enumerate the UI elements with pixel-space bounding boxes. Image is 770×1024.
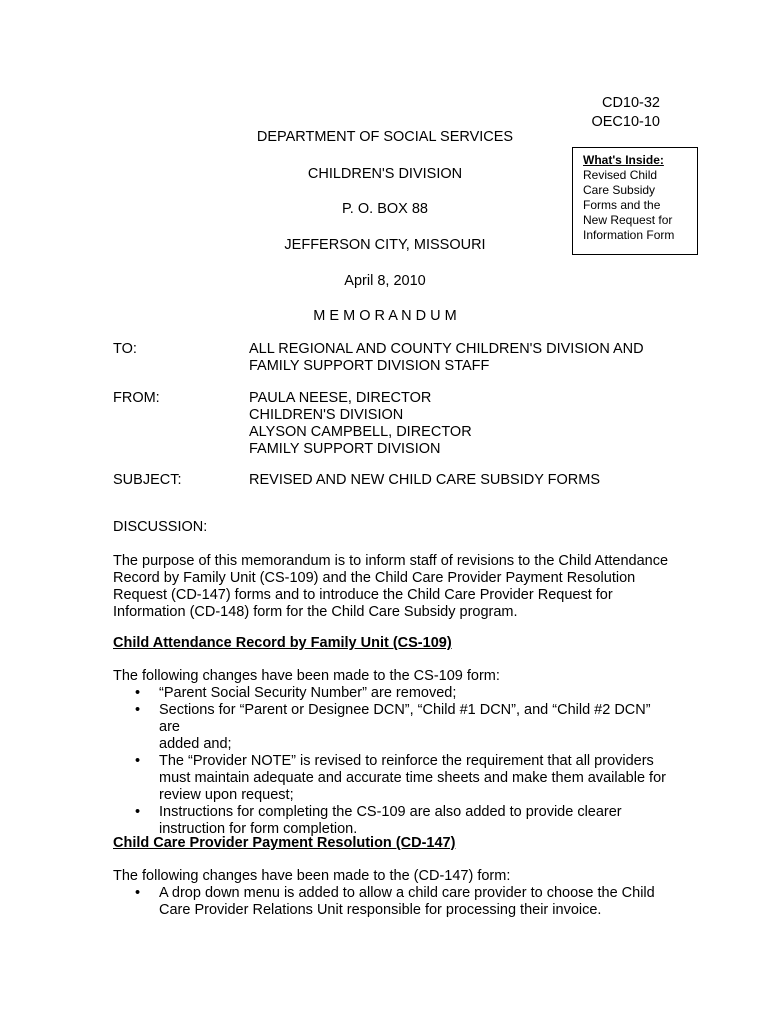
from-line: CHILDREN'S DIVISION [249,407,404,423]
whats-inside-line: Revised Child [583,168,658,182]
list-item-line: The “Provider NOTE” is revised to reinforce the requirement that all providers [159,753,654,769]
subject-label: SUBJECT: [113,472,182,488]
list-item-line: Sections for “Parent or Designee DCN”, “Child #1 DCN”, and “Child #2 DCN” are [159,702,651,735]
section-heading-cd147: Child Care Provider Payment Resolution (CD-147) [113,835,456,851]
memo-codes [570,94,660,132]
list-item-line: added and; [159,736,232,752]
to-line: FAMILY SUPPORT DIVISION STAFF [249,358,490,374]
list-item [113,753,673,804]
whats-inside-line: Care Subsidy [583,183,656,197]
list-item-line: must maintain adequate and accurate time sheets and make them available for [159,770,666,786]
section-intro-cs109: The following changes have been made to the CS-109 form: [113,668,500,684]
bullet-icon: • [135,885,141,901]
from-label: FROM: [113,390,160,406]
bullet-icon: • [135,685,141,701]
bullet-icon: • [135,753,141,769]
section-intro-cd147: The following changes have been made to the (CD-147) form: [113,868,511,884]
list-item [113,804,673,838]
memo-date: April 8, 2010 [344,273,426,289]
section-heading-cs109: Child Attendance Record by Family Unit (CS-109) [113,635,452,651]
list-item-line: review upon request; [159,787,294,803]
list-item-line: instruction for form completion. [159,821,358,837]
bullet-icon: • [135,702,141,718]
list-item [113,685,673,702]
to-label: TO: [113,341,137,357]
list-item-line: A drop down menu is added to allow a child care provider to choose the Child [159,885,655,901]
list-item [113,885,673,919]
list-item-line: Instructions for completing the CS-109 are also added to provide clearer [159,804,622,820]
list-item-line: Care Provider Relations Unit responsible for processing their invoice. [159,902,602,918]
city: JEFFERSON CITY, MISSOURI [284,237,486,253]
memo-code: CD10-32 [601,95,660,111]
from-line: PAULA NEESE, DIRECTOR [249,390,432,406]
po-box: P. O. BOX 88 [342,201,428,217]
whats-inside-title: What's Inside: [583,153,664,167]
list-item-line: “Parent Social Security Number” are removed; [159,685,457,701]
from-senders [249,390,472,458]
discussion-label: DISCUSSION: [113,519,208,535]
discussion-line: Record by Family Unit (CS-109) and the Child Care Provider Payment Resolution [113,570,636,586]
from-line: FAMILY SUPPORT DIVISION [249,441,441,457]
discussion-paragraph [113,553,668,621]
to-recipients [249,341,644,375]
memo-heading: M E M O R A N D U M [313,308,457,324]
department-title: DEPARTMENT OF SOCIAL SERVICES [256,129,514,145]
to-line: ALL REGIONAL AND COUNTY CHILDREN'S DIVISION AND [249,341,644,357]
bullet-list-cd147 [113,885,673,919]
whats-inside-line: Information Form [583,228,675,242]
list-item [113,702,673,753]
discussion-line: Information (CD-148) form for the Child Care Subsidy program. [113,604,518,620]
division-name: CHILDREN'S DIVISION [307,166,463,182]
discussion-line: The purpose of this memorandum is to inform staff of revisions to the Child Attendance [113,553,669,569]
bullet-icon: • [135,804,141,820]
bullet-list-cs109 [113,685,673,838]
whats-inside-box [572,147,698,255]
whats-inside-line: Forms and the [583,198,661,212]
memo-code: OEC10-10 [591,114,660,130]
subject-value: REVISED AND NEW CHILD CARE SUBSIDY FORMS [249,472,601,488]
discussion-line: Request (CD-147) forms and to introduce the Child Care Provider Request for [113,587,613,603]
whats-inside-line: New Request for [583,213,673,227]
from-line: ALYSON CAMPBELL, DIRECTOR [249,424,472,440]
